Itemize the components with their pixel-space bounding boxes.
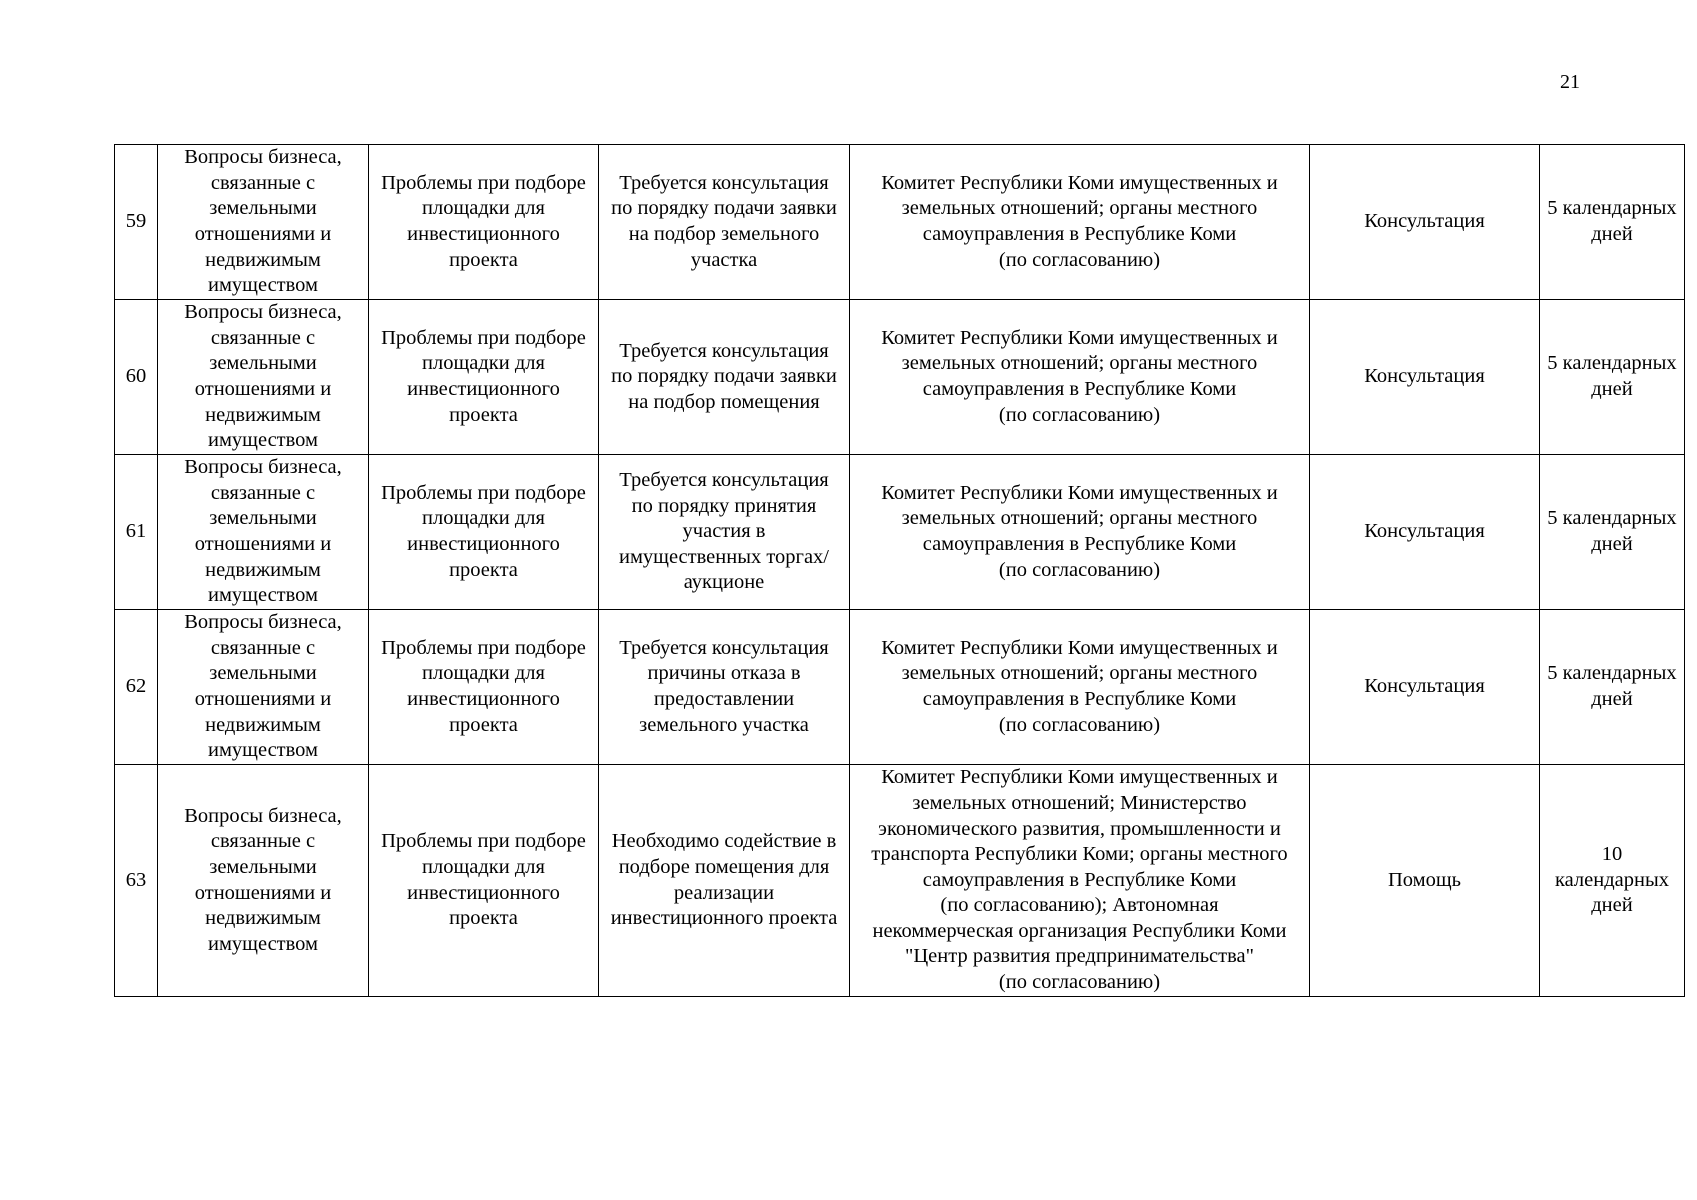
topic-cell [158, 765, 369, 997]
topic-text: Вопросы бизнеса, связанные с земельными отношениями и недвижимым имуществом [184, 456, 342, 607]
term-cell [1540, 300, 1685, 455]
description-text: Необходимо содействие в подборе помещения для реализации инвестиционного проекта [610, 830, 838, 930]
problem-text: Проблемы при подборе площадки для инвестиционного проекта [381, 171, 586, 271]
table-row [115, 300, 1685, 455]
table-row [115, 455, 1685, 610]
problem-text: Проблемы при подборе площадки для инвестиционного проекта [381, 830, 586, 930]
term-text: 5 календарных дней [1547, 197, 1677, 245]
support-measures-table [114, 144, 1685, 997]
row-number: 63 [125, 868, 147, 891]
organization-cell [850, 300, 1310, 455]
support-type-text: Консультация [1364, 365, 1485, 388]
description-cell [599, 145, 850, 300]
problem-cell [369, 455, 599, 610]
topic-cell [158, 300, 369, 455]
description-cell [599, 455, 850, 610]
problem-cell [369, 765, 599, 997]
organization-cell [850, 455, 1310, 610]
term-text: 5 календарных дней [1547, 352, 1677, 400]
organization-cell [850, 145, 1310, 300]
row-number-cell [115, 300, 158, 455]
description-text: Требуется консультация по порядку принятия участия в имущественных торгах/ аукционе [618, 469, 830, 594]
term-cell [1540, 610, 1685, 765]
topic-text: Вопросы бизнеса, связанные с земельными отношениями и недвижимым имуществом [184, 611, 342, 762]
description-text: Требуется консультация по порядку подачи заявки на подбор земельного участка [611, 171, 837, 271]
term-text: 5 календарных дней [1547, 662, 1677, 710]
topic-text: Вопросы бизнеса, связанные с земельными отношениями и недвижимым имуществом [184, 804, 342, 955]
row-number-cell [115, 765, 158, 997]
problem-cell [369, 610, 599, 765]
support-type-text: Консультация [1364, 675, 1485, 698]
organization-cell [850, 765, 1310, 997]
organization-text: Комитет Республики Коми имущественных и земельных отношений; органы местного самоуправления в Республике Коми (по согласованию) [881, 636, 1278, 736]
row-number-cell [115, 455, 158, 610]
support-type-text: Консультация [1364, 210, 1485, 233]
term-text: 5 календарных дней [1547, 507, 1677, 555]
topic-text: Вопросы бизнеса, связанные с земельными отношениями и недвижимым имуществом [184, 301, 342, 452]
organization-cell [850, 610, 1310, 765]
support-type-cell [1310, 610, 1540, 765]
description-cell [599, 610, 850, 765]
description-cell [599, 300, 850, 455]
support-type-cell [1310, 300, 1540, 455]
organization-text: Комитет Республики Коми имущественных и земельных отношений; органы местного самоуправления в Республике Коми (по согласованию) [881, 171, 1278, 271]
row-number: 59 [125, 210, 147, 233]
table-row [115, 765, 1685, 997]
support-type-cell [1310, 765, 1540, 997]
term-cell [1540, 145, 1685, 300]
problem-cell [369, 145, 599, 300]
row-number: 61 [125, 520, 147, 543]
support-type-text: Консультация [1364, 520, 1485, 543]
description-text: Требуется консультация по порядку подачи заявки на подбор помещения [611, 339, 837, 413]
row-number: 62 [125, 675, 147, 698]
problem-text: Проблемы при подборе площадки для инвестиционного проекта [381, 481, 586, 581]
organization-text: Комитет Республики Коми имущественных и земельных отношений; Министерство экономического развития, промышленности и транспорта Республики Коми; органы местного самоуправления в Республике Коми (по согласованию); Автономная некоммерческая организация Республики Коми "Центр развития предпринимательства" (по согласованию) [871, 766, 1288, 994]
support-type-text: Помощь [1387, 868, 1462, 891]
support-type-cell [1310, 145, 1540, 300]
description-cell [599, 765, 850, 997]
problem-cell [369, 300, 599, 455]
topic-cell [158, 610, 369, 765]
problem-text: Проблемы при подборе площадки для инвестиционного проекта [381, 326, 586, 426]
problem-text: Проблемы при подборе площадки для инвестиционного проекта [381, 636, 586, 736]
term-text: 10 календарных дней [1554, 843, 1669, 917]
table-row [115, 145, 1685, 300]
topic-cell [158, 145, 369, 300]
row-number: 60 [125, 365, 147, 388]
description-text: Требуется консультация причины отказа в предоставлении земельного участка [619, 636, 829, 736]
organization-text: Комитет Республики Коми имущественных и земельных отношений; органы местного самоуправления в Республике Коми (по согласованию) [881, 326, 1278, 426]
term-cell [1540, 765, 1685, 997]
row-number-cell [115, 145, 158, 300]
table-row [115, 610, 1685, 765]
topic-cell [158, 455, 369, 610]
topic-text: Вопросы бизнеса, связанные с земельными отношениями и недвижимым имуществом [184, 146, 342, 297]
row-number-cell [115, 610, 158, 765]
page-number: 21 [1560, 71, 1580, 93]
term-cell [1540, 455, 1685, 610]
organization-text: Комитет Республики Коми имущественных и земельных отношений; органы местного самоуправления в Республике Коми (по согласованию) [881, 481, 1278, 581]
support-type-cell [1310, 455, 1540, 610]
